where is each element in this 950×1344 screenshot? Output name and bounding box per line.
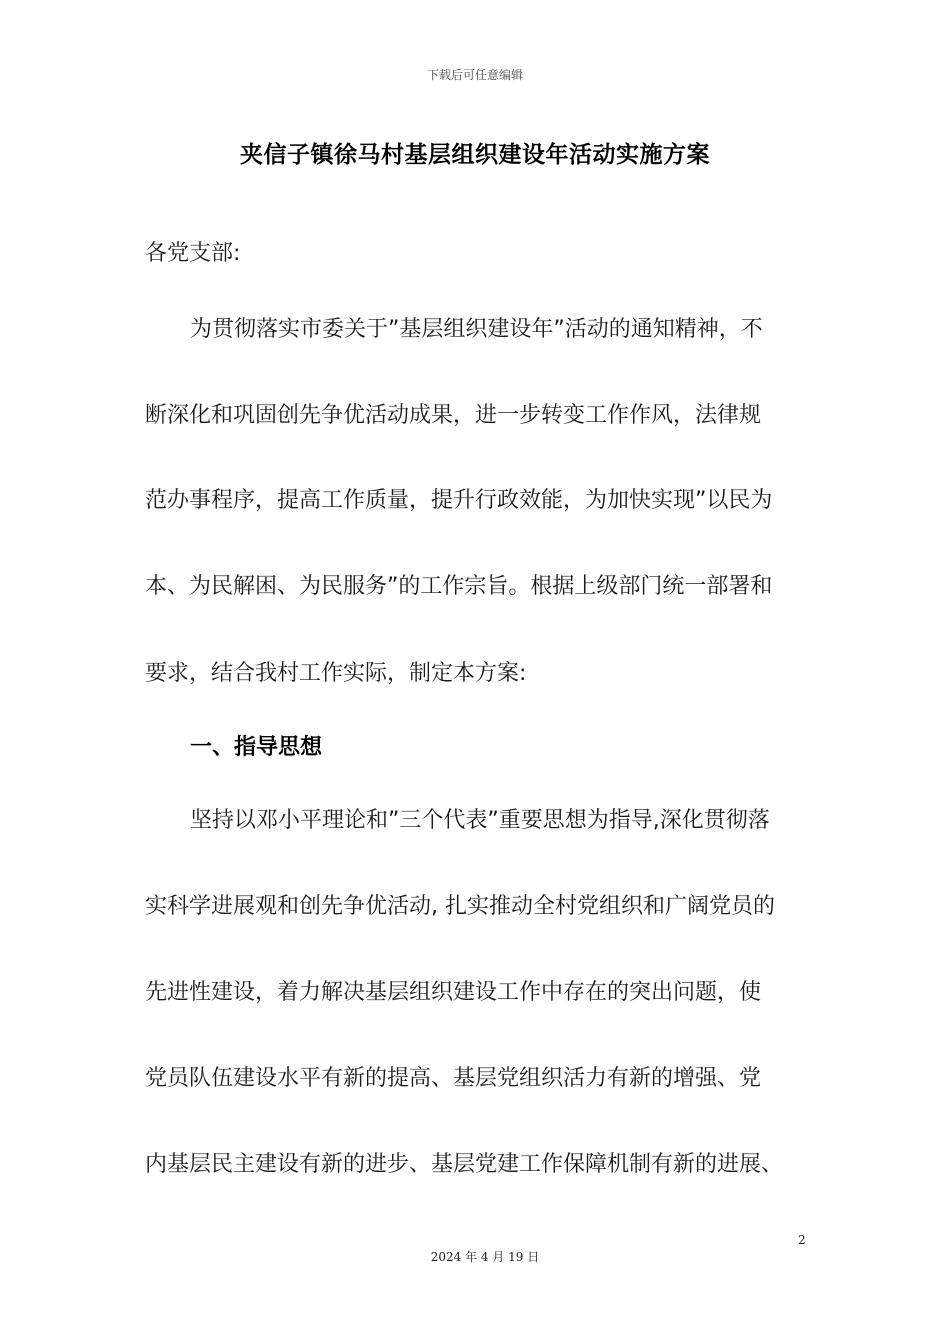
header-note: 下载后可任意编辑 <box>426 68 523 82</box>
section-heading: 一、指导思想 <box>190 735 323 760</box>
paragraph2-line: 实科学进展观和创先争优活动, 扎实推动全村党组织和广阔党员的 <box>145 894 775 919</box>
footer-date: 2024 年 4 月 19 日 <box>430 1250 540 1264</box>
page-number: 2 <box>798 1233 806 1247</box>
paragraph1-line: 为贯彻落实市委关于”基层组织建设年”活动的通知精神，不 <box>190 317 763 342</box>
paragraph1-line: 断深化和巩固创先争优活动成果，进一步转变工作作风，法律规 <box>145 403 762 428</box>
paragraph1-line: 要求，结合我村工作实际，制定本方案: <box>145 661 527 686</box>
paragraph1-line: 本、为民解困、为民服务”的工作宗旨。根据上级部门统一部署和 <box>145 574 773 599</box>
paragraph2-line: 先进性建设，着力解决基层组织建设工作中存在的突出问题，使 <box>145 980 762 1005</box>
paragraph2-line: 坚持以邓小平理论和”三个代表”重要思想为指导,深化贯彻落 <box>190 808 770 833</box>
paragraph1-line: 范办事程序，提高工作质量，提升行政效能，为加快实现”以民为 <box>145 488 773 513</box>
document-title: 夹信子镇徐马村基层组织建设年活动实施方案 <box>240 142 710 168</box>
paragraph2-line: 内基层民主建设有新的进步、基层党建工作保障机制有新的进展、 <box>145 1152 784 1177</box>
salutation: 各党支部: <box>145 241 241 266</box>
paragraph2-line: 党员队伍建设水平有新的提高、基层党组织活力有新的增强、党 <box>145 1066 762 1091</box>
